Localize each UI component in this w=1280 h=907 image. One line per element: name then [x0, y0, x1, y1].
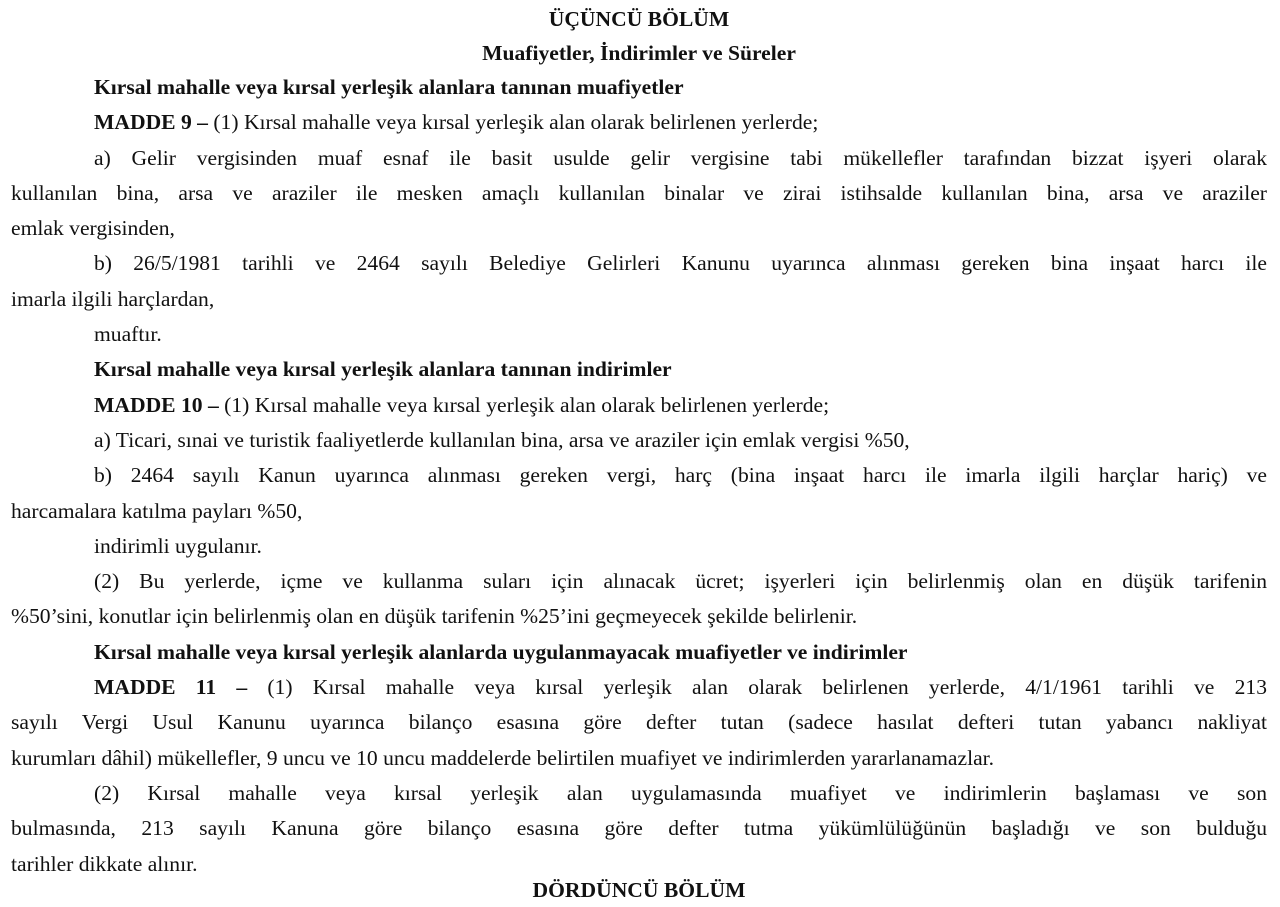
madde-10-label: MADDE 10 – — [94, 392, 219, 417]
madde-10-p2-line-1: (2) Bu yerlerde, içme ve kullanma suları için alınacak ücret; işyerleri için belirlenmiş olan en düşük tarifenin — [94, 569, 1267, 594]
madde-11-p1-line-1 — [11, 670, 1267, 705]
madde-11-p2-line-2: bulmasında, 213 sayılı Kanuna göre bilanço esasına göre defter tutma yükümlülüğünün başladığı ve son bulduğu — [11, 816, 1267, 841]
madde-9-b-line-2: imarla ilgili harçlardan, — [11, 286, 215, 311]
madde-11-p2-line-1: (2) Kırsal mahalle veya kırsal yerleşik alan uygulamasında muafiyet ve indirimlerin başlaması ve son — [94, 780, 1267, 805]
madde-9-b-line-1: b) 26/5/1981 tarihli ve 2464 sayılı Belediye Gelirleri Kanunu uyarınca alınması gereken bina inşaat harcı ile — [94, 251, 1267, 276]
madde-9-label: MADDE 9 – — [94, 110, 208, 135]
madde-9-intro: (1) Kırsal mahalle veya kırsal yerleşik alan olarak belirlenen yerlerde; — [207, 110, 819, 135]
madde-9-a-line-2: kullanılan bina, arsa ve araziler ile mesken amaçlı kullanılan binalar ve zirai istihsalde kullanılan bina, arsa ve araziler — [11, 180, 1267, 205]
madde-9-heading: Kırsal mahalle veya kırsal yerleşik alanlara tanınan muafiyetler — [94, 75, 684, 99]
madde-11-p2-line-3: tarihler dikkate alınır. — [11, 851, 198, 876]
section-title: ÜÇÜNCÜ BÖLÜM — [548, 7, 730, 31]
madde-11-p1-line-3: kurumları dâhil) mükellefler, 9 uncu ve 10 uncu maddelerde belirtilen muafiyet ve indirimlerden yararlanamazlar. — [11, 745, 995, 770]
madde-10-closing: indirimli uygulanır. — [94, 533, 262, 558]
madde-9-a-line-1: a) Gelir vergisinden muaf esnaf ile basit usulde gelir vergisine tabi mükellefler tarafından bizzat işyeri olarak — [94, 145, 1267, 170]
madde-10-heading: Kırsal mahalle veya kırsal yerleşik alanlara tanınan indirimler — [94, 357, 672, 382]
madde-10-a-line-1: a) Ticari, sınai ve turistik faaliyetlerde kullanılan bina, arsa ve araziler için emlak vergisi %50, — [94, 427, 910, 452]
madde-11-p1-first: (1) Kırsal mahalle veya kırsal yerleşik alan olarak belirlenen yerlerde, 4/1/1961 tarihli ve 213 — [247, 675, 1267, 700]
madde-9-closing: muaftır. — [94, 322, 162, 347]
section-subtitle: Muafiyetler, İndirimler ve Süreler — [482, 41, 796, 65]
next-section-title: DÖRDÜNCÜ BÖLÜM — [532, 878, 746, 902]
madde-10-intro: (1) Kırsal mahalle veya kırsal yerleşik alan olarak belirlenen yerlerde; — [218, 392, 830, 417]
madde-11-label: MADDE 11 – — [94, 675, 248, 700]
madde-10-b-line-1: b) 2464 sayılı Kanun uyarınca alınması gereken vergi, harç (bina inşaat harcı ile imarla ilgili harçlar hariç) ve — [94, 463, 1267, 488]
madde-10-b-line-2: harcamalara katılma payları %50, — [11, 498, 303, 523]
madde-9-intro-line — [11, 105, 1267, 140]
document-page — [11, 0, 1267, 902]
madde-11-p1-line-2: sayılı Vergi Usul Kanunu uyarınca bilanço esasına göre defter tutan (sadece hasılat defteri tutan yabancı nakliyat — [11, 710, 1267, 735]
madde-9-a-line-3: emlak vergisinden, — [11, 216, 175, 241]
madde-10-intro-line — [11, 388, 1267, 423]
madde-10-p2-line-2: %50’sini, konutlar için belirlenmiş olan en düşük tarifenin %25’ini geçmeyecek şekilde belirlenir. — [11, 604, 858, 629]
madde-11-heading: Kırsal mahalle veya kırsal yerleşik alanlarda uygulanmayacak muafiyetler ve indirimler — [94, 639, 908, 664]
